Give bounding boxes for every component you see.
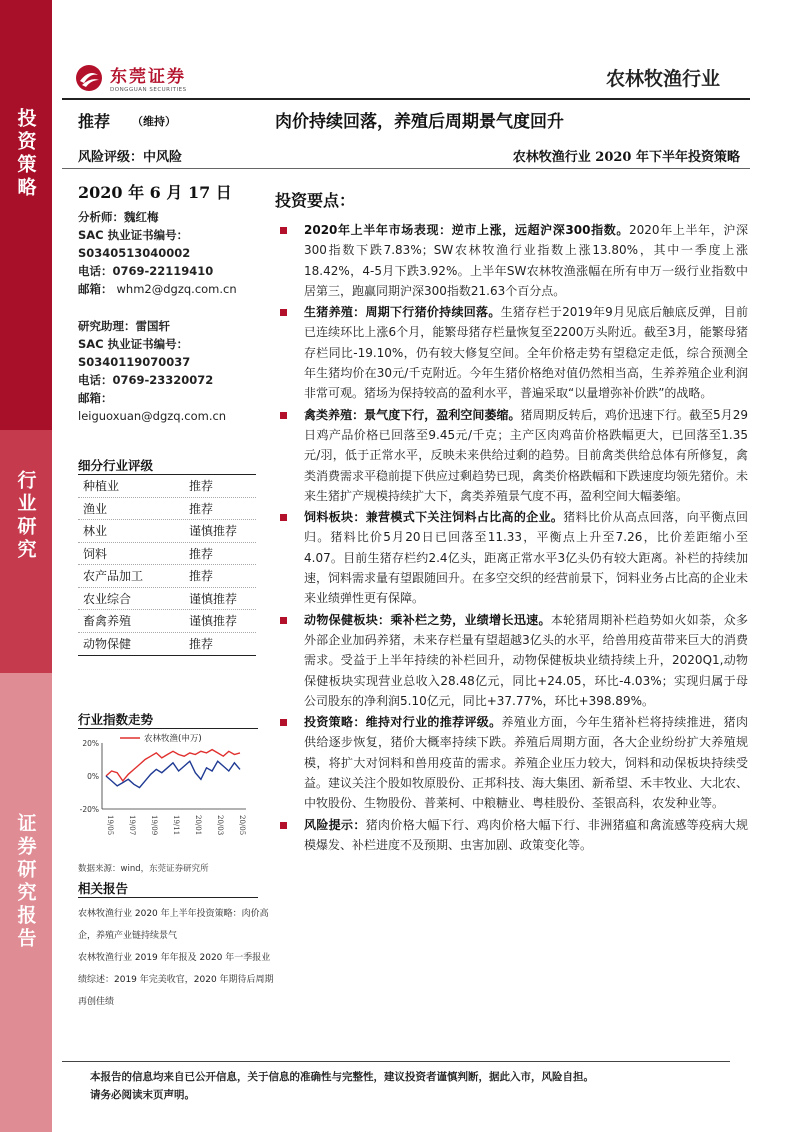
key-point: [280, 507, 748, 608]
assistant-phone: 电话：0769-23320072: [78, 373, 214, 387]
index-chart: [78, 728, 258, 858]
table-row: [78, 475, 256, 498]
bullet-square-icon: [280, 719, 287, 726]
company-logo: [74, 62, 187, 93]
sidebar-label-research: 行业研究: [14, 470, 37, 562]
series-line-0: [106, 750, 240, 781]
related-divider: [78, 897, 258, 898]
related-report-item[interactable]: 农林牧渔行业 2019 年年报及 2020 年一季报业绩综述：2019 年完美收官，2020 年期待后周期再创佳绩: [78, 953, 274, 1007]
x-tick-label: 19/07: [128, 815, 136, 836]
sub-industry-name: 林业: [83, 524, 108, 539]
sub-industry-name: 饲料: [83, 546, 108, 561]
assistant-info: [78, 317, 268, 425]
related-reports-title: 相关报告: [78, 881, 129, 896]
key-point-heading: 动物保健板块：乘补栏之势，业绩增长迅速。: [304, 612, 551, 627]
key-point-text: 生猪存栏于2019年9月见底后触底反弹，目前已连续环比上涨6个月，能繁母猪存栏量恢复至2200万头附近。截至3月，能繁母猪存栏同比-19.10%，仍有较大修复空间。全年价格走势有望稳定走低，综合预测全年生猪均价在30元/千克附近。今年生猪价格绝对值仍然相当高，生养养殖企业利润非常可观。猪场为保持较高的盈利水平，普遍采取“以量增弥补价跌”的战略。: [304, 305, 748, 401]
sub-industry-rating: 谨慎推荐: [189, 524, 238, 539]
logo-mark-icon: [74, 63, 104, 93]
sidebar-segment-report: [0, 673, 52, 1132]
sub-industry-rating: 推荐: [189, 637, 214, 652]
assistant-name: 研究助理：雷国轩: [78, 319, 170, 333]
key-point: [280, 712, 748, 813]
analyst-cert-label: SAC 执业证书编号：: [78, 228, 189, 242]
analyst-cert-number: S0340513040002: [78, 246, 191, 260]
sub-industry-table: [78, 474, 256, 656]
key-point-text: 猪料比价从高点回落，向平衡点回归。猪料比价5月20日已回落至11.33，平衡点上升至7.26，比价差距缩小至4.07。目前生猪存栏约2.4亿头，距离正常水平3亿头仍有较大距离。补栏的持续加速，饲料需求量有望跟随回升。在多空交织的经营前景下，饲料业务占比高的企业未来业绩弹性更有保障。: [304, 510, 749, 606]
bullet-square-icon: [280, 822, 287, 829]
sub-industry-name: 农业综合: [83, 591, 132, 606]
assistant-cert-number: S0340119070037: [78, 355, 191, 369]
analyst-email-row: [78, 280, 268, 298]
bullet-square-icon: [280, 514, 287, 521]
key-point-heading: 饲料板块：兼营模式下关注饲料占比高的企业。: [304, 510, 564, 525]
key-point-text: 本轮猪周期补栏趋势如火如荼，众多外部企业加码养猪，未来存栏量有望超越3亿头的水平，给兽用疫苗带来巨大的消费需求。受益于上半年持续的补栏回升，动物保健板块业绩持续上升，2020Q1,动物保健板块实现营业总收入28.48亿元，同比+24.05，环比-4.03%；实现归属于母公司股东的净利润5.10亿元，同比+37.77%，环比+398.89%。: [304, 612, 748, 708]
analyst-name: 分析师：魏红梅: [78, 210, 159, 224]
sub-industry-name: 动物保健: [83, 637, 132, 652]
chart-source: 数据来源：wind，东莞证券研究所: [78, 864, 209, 874]
bullet-square-icon: [280, 412, 287, 419]
key-point-text: 猪肉价格大幅下行、鸡肉价格大幅下行、非洲猪瘟和禽流感等疫病大规模爆发、补栏进度不及预期、虫害加剧、政策变化等。: [304, 817, 748, 852]
sub-industry-rating: 谨慎推荐: [189, 614, 238, 629]
key-point-heading: 风险提示：: [304, 817, 366, 832]
key-point-heading: 生猪养殖：周期下行猪价持续回落。: [304, 305, 501, 320]
sub-industry-rating: 谨慎推荐: [189, 591, 238, 606]
sidebar-label-report: 证券研究报告: [14, 813, 37, 951]
x-tick-label: 19/09: [150, 815, 158, 836]
bullet-square-icon: [280, 227, 287, 234]
sub-industry-title: 细分行业评级: [78, 458, 154, 473]
logo-name-en: DONGGUAN SECURITIES: [110, 87, 187, 93]
key-point: [280, 405, 748, 506]
y-tick-label: 0%: [87, 772, 99, 781]
x-tick-label: 20/03: [216, 815, 224, 836]
industry-header: 农林牧渔行业: [605, 68, 720, 90]
assistant-email-label: 邮箱：: [78, 391, 113, 405]
analyst-email[interactable]: whm2@dgzq.com.cn: [116, 282, 237, 296]
footer-divider: [62, 1061, 730, 1062]
analyst-info: [78, 208, 268, 298]
key-point: [280, 610, 748, 711]
key-point-text: 2020年上半年，沪深300指数下跌7.83%；SW农林牧渔行业指数上涨13.80%，其中一季度上涨18.42%，4-5月下跌3.92%。上半年SW农林牧渔涨幅在所有申万一级行业指数中居第三，跑赢同期沪深300指数21.63个百分点。: [304, 223, 749, 298]
footer-disclaimer: [90, 1068, 594, 1104]
report-date: 2020 年 6 月 17 日: [78, 183, 232, 202]
report-subtitle: 农林牧渔行业 2020 年下半年投资策略: [512, 150, 740, 165]
sidebar: [0, 0, 52, 1132]
key-points: [280, 220, 748, 856]
x-tick-label: 19/11: [172, 815, 180, 836]
sub-industry-name: 畜禽养殖: [83, 614, 132, 629]
sidebar-segment-research: [0, 430, 52, 673]
related-report-item[interactable]: 农林牧渔行业 2020 年上半年投资策略：肉价高企，养殖产业链持续景气: [78, 909, 269, 941]
footer-line-1: 本报告的信息均来自已公开信息，关于信息的准确性与完整性，建议投资者谨慎判断，据此入市，风险自担。: [90, 1071, 594, 1083]
footer-line-2: 请务必阅读末页声明。: [90, 1089, 195, 1101]
key-point-text: 养殖业方面，今年生猪补栏将持续推进，猪肉供给逐步恢复，猪价大概率持续下跌。养殖后周期方面，各大企业纷纷扩大养殖规模，将扩大对饲料和兽用疫苗的需求。养殖企业压力较大，饲料和动保板块持续受益。建议关注个股如牧原股份、正邦科技、海大集团、新希望、禾丰牧业、大北农、中牧股份、生物股份、普莱柯、中粮糖业、粤桂股份、荃银高科，农发种业等。: [304, 715, 749, 811]
key-points-title: 投资要点：: [275, 191, 356, 210]
header-divider: [62, 98, 750, 100]
table-row: [78, 588, 256, 611]
chart-title: 行业指数走势: [78, 712, 154, 727]
table-row: [78, 565, 256, 588]
key-point: [280, 302, 748, 403]
logo-name-cn: 东莞证券: [110, 67, 186, 87]
legend-label: 农林牧渔(申万): [144, 734, 202, 744]
x-tick-label: 20/01: [194, 815, 202, 836]
key-point-heading: 2020年上半年市场表现：逆市上涨，远超沪深300指数。: [304, 223, 630, 237]
sub-industry-name: 渔业: [83, 501, 108, 516]
rating-main: 推荐: [78, 112, 111, 131]
rating-sub: （维持）: [132, 115, 176, 128]
sub-industry-name: 种植业: [83, 479, 120, 494]
risk-rating: 风险评级：中风险: [78, 150, 183, 165]
sidebar-segment-strategy: [0, 0, 52, 430]
subtitle-divider: [62, 168, 750, 169]
key-point-heading: 投资策略：维持对行业的推荐评级。: [304, 715, 502, 730]
table-row: [78, 543, 256, 566]
bullet-square-icon: [280, 309, 287, 316]
table-row: [78, 633, 256, 656]
sidebar-label-strategy: 投资策略: [14, 108, 37, 200]
report-headline: 肉价持续回落，养殖后周期景气度回升: [275, 112, 564, 132]
key-point: [280, 220, 748, 301]
sub-industry-rating: 推荐: [189, 546, 214, 561]
index-chart-svg: [78, 729, 258, 857]
sub-industry-rating: 推荐: [189, 569, 214, 584]
key-point: [280, 815, 748, 856]
assistant-email[interactable]: leiguoxuan@dgzq.com.cn: [78, 409, 227, 423]
sub-industry-name: 农产品加工: [83, 569, 144, 584]
analyst-email-label: 邮箱：: [78, 282, 113, 296]
sub-industry-rating: 推荐: [189, 501, 214, 516]
table-row: [78, 520, 256, 543]
analyst-phone: 电话：0769-22119410: [78, 264, 214, 278]
series-line-1: [106, 761, 240, 787]
x-tick-label: 20/05: [238, 815, 246, 836]
key-point-text: 猪周期反转后，鸡价迅速下行。截至5月29日鸡产品价格已回落至9.45元/千克；主产区肉鸡苗价格跌幅更大，已回落至1.35元/羽，低于正常水平，反映未来供给过剩的趋势。目前禽类供给总体有所修复，禽类消费需求平稳前提下供应过剩趋势已现，禽类价格跌幅和下跌速度均领先猪价。未来生猪扩产规模持续扩大下，禽类养殖景气度不再，盈利空间大幅萎缩。: [304, 407, 749, 503]
table-row: [78, 610, 256, 633]
key-point-heading: 禽类养殖：景气度下行，盈利空间萎缩。: [304, 407, 521, 422]
x-tick-label: 19/05: [106, 815, 114, 836]
related-reports: [78, 903, 278, 1013]
table-row: [78, 498, 256, 521]
assistant-cert-label: SAC 执业证书编号：: [78, 337, 189, 351]
y-tick-label: 20%: [82, 739, 99, 748]
y-tick-label: -20%: [79, 805, 99, 814]
bullet-square-icon: [280, 617, 287, 624]
sub-industry-rating: 推荐: [189, 479, 214, 494]
